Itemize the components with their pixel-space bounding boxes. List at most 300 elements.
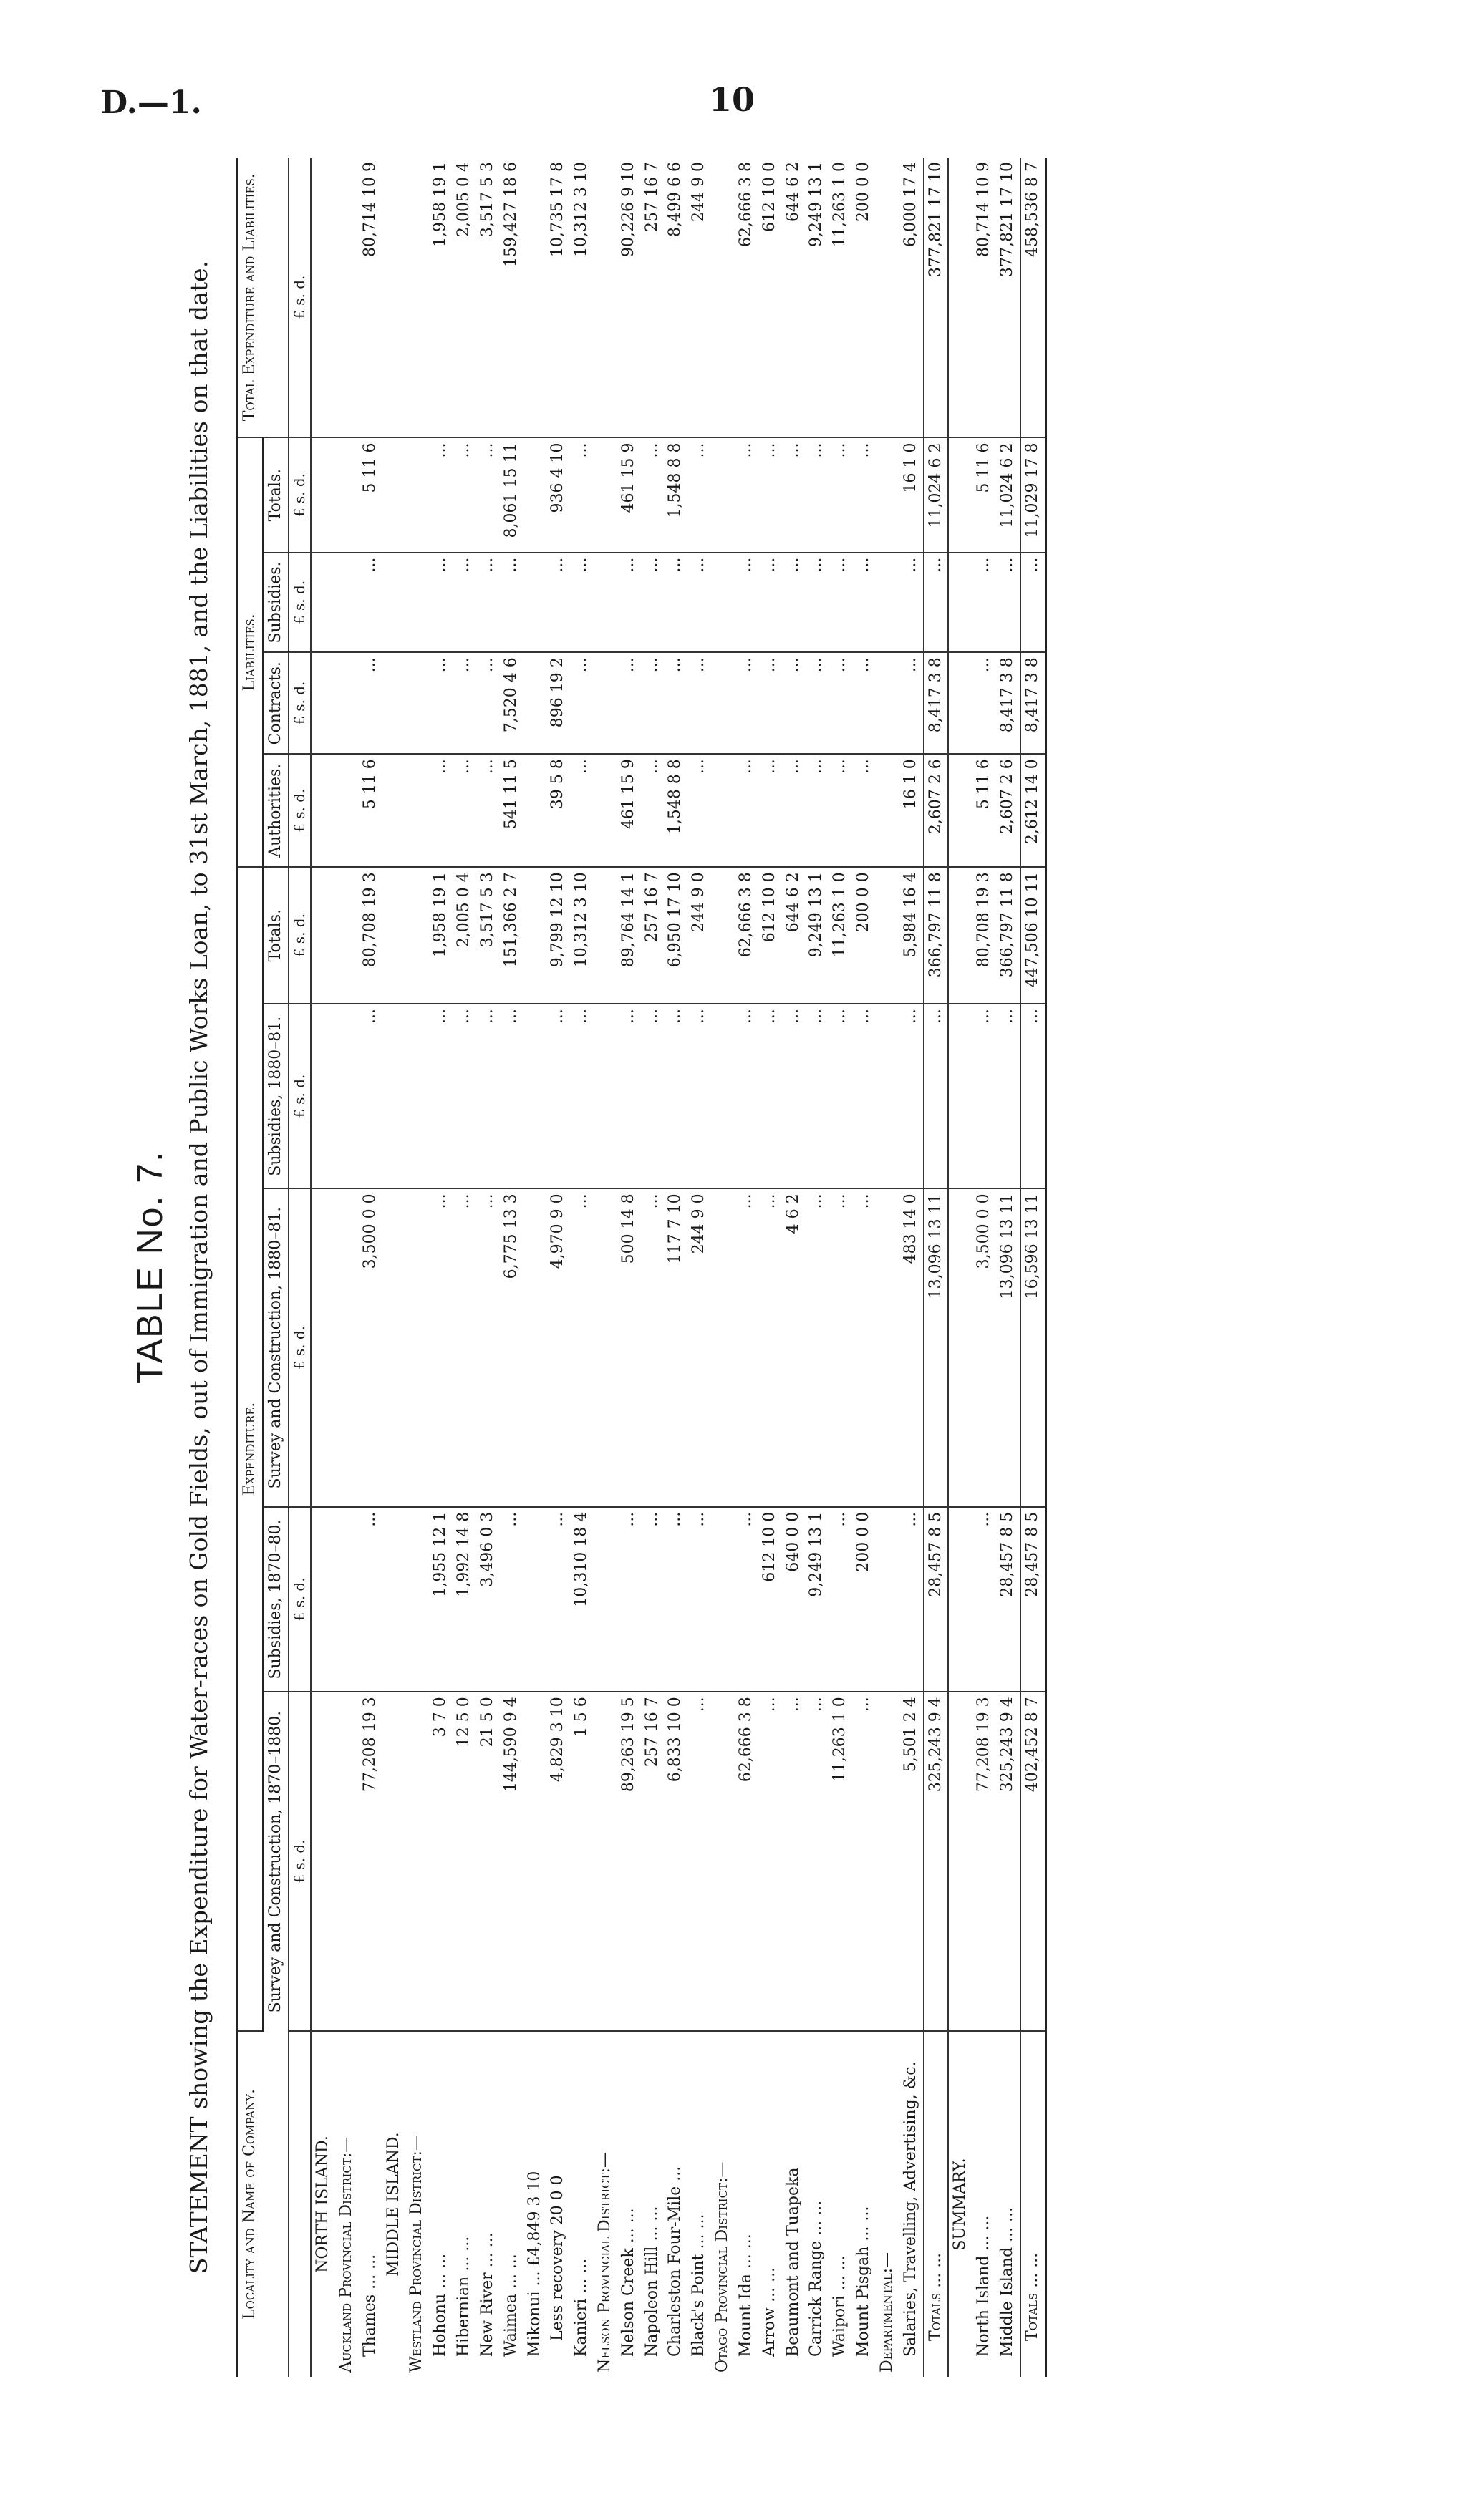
cell-c3: ... <box>453 1188 476 1506</box>
cell-c7: ... <box>429 652 453 754</box>
table-row <box>570 158 594 2377</box>
cell-c8: ... <box>617 553 641 653</box>
cell-c5: 80,708 19 3 <box>972 867 996 1004</box>
cell-c4: ... <box>500 1004 523 1188</box>
cell-c8 <box>311 553 335 653</box>
cell-c10 <box>876 158 899 437</box>
row-label <box>948 2031 972 2377</box>
table-row <box>687 158 711 2377</box>
cell-c8: ... <box>996 553 1020 653</box>
cell-c4: ... <box>972 1004 996 1188</box>
cell-c9: 1,548 8 8 <box>664 437 687 552</box>
cell-c6: ... <box>735 754 758 867</box>
row-label-text: New River ... ... <box>478 2232 496 2357</box>
units-label: £ s. d. <box>288 754 311 867</box>
cell-c8: ... <box>758 553 782 653</box>
cell-c10 <box>948 158 972 437</box>
row-label-text: Middle Island ... ... <box>998 2206 1017 2357</box>
cell-c5: 9,249 13 1 <box>805 867 829 1004</box>
cell-c7: ... <box>359 652 382 754</box>
cell-c4: ... <box>641 1004 665 1188</box>
cell-c4 <box>711 1004 735 1188</box>
cell-c8: ... <box>687 553 711 653</box>
cell-c3 <box>876 1188 899 1506</box>
cell-c2 <box>335 1507 359 1692</box>
district-row <box>335 158 359 2377</box>
cell-c3: 13,096 13 11 <box>996 1188 1020 1506</box>
cell-c7: 896 19 2 <box>546 652 570 754</box>
cell-c3 <box>405 1188 429 1506</box>
row-label <box>899 2031 924 2377</box>
section-heading-row <box>382 158 406 2377</box>
cell-c3: 244 9 0 <box>687 1188 711 1506</box>
cell-c10: 1,958 19 1 <box>429 158 453 437</box>
col-contracts: Contracts. <box>263 652 288 754</box>
cell-c6: 1,548 8 8 <box>664 754 687 867</box>
cell-c6: ... <box>570 754 594 867</box>
cell-c2: 28,457 8 5 <box>1020 1507 1046 1692</box>
cell-c5 <box>523 867 547 1004</box>
cell-c3 <box>382 1188 406 1506</box>
section-heading-row <box>948 158 972 2377</box>
cell-c4 <box>876 1004 899 1188</box>
cell-c6: ... <box>782 754 806 867</box>
cell-c1: 402,452 8 7 <box>1020 1692 1046 2031</box>
cell-c4: ... <box>758 1004 782 1188</box>
row-label-text: Napoleon Hill ... ... <box>642 2206 661 2357</box>
cell-c9 <box>711 437 735 552</box>
table-row <box>359 158 382 2377</box>
cell-c2: ... <box>617 1507 641 1692</box>
cell-c6: ... <box>687 754 711 867</box>
cell-c4: ... <box>852 1004 876 1188</box>
cell-c1: ... <box>758 1692 782 2031</box>
cell-c2: 612 10 0 <box>758 1507 782 1692</box>
cell-c3: 3,500 0 0 <box>359 1188 382 1506</box>
cell-c7 <box>948 652 972 754</box>
cell-c7: ... <box>852 652 876 754</box>
cell-c6 <box>405 754 429 867</box>
cell-c8: ... <box>735 553 758 653</box>
cell-c10: 62,666 3 8 <box>735 158 758 437</box>
row-label <box>617 2031 641 2377</box>
cell-c2: 3,496 0 3 <box>476 1507 500 1692</box>
district-row <box>405 158 429 2377</box>
cell-c1: ... <box>852 1692 876 2031</box>
cell-c4: ... <box>829 1004 852 1188</box>
cell-c6: ... <box>476 754 500 867</box>
cell-c5: 62,666 3 8 <box>735 867 758 1004</box>
row-label-text: Waimea ... ... <box>501 2254 520 2357</box>
cell-c1: 325,243 9 4 <box>924 1692 949 2031</box>
cell-c5: 366,797 11 8 <box>996 867 1020 1004</box>
cell-c5 <box>405 867 429 1004</box>
cell-c2 <box>876 1507 899 1692</box>
cell-c6: ... <box>758 754 782 867</box>
cell-c5: 3,517 5 3 <box>476 867 500 1004</box>
cell-c1 <box>711 1692 735 2031</box>
cell-c9: ... <box>852 437 876 552</box>
row-label <box>687 2031 711 2377</box>
cell-c1: ... <box>805 1692 829 2031</box>
cell-c7 <box>311 652 335 754</box>
cell-c6: 39 5 8 <box>546 754 570 867</box>
units-row <box>288 158 311 2377</box>
cell-c8 <box>335 553 359 653</box>
cell-c10: 612 10 0 <box>758 158 782 437</box>
cell-c6 <box>876 754 899 867</box>
cell-c1: 6,833 10 0 <box>664 1692 687 2031</box>
cell-c10 <box>523 158 547 437</box>
units-label: £ s. d. <box>288 867 311 1004</box>
cell-c6: 2,607 2 6 <box>996 754 1020 867</box>
cell-c7: ... <box>735 652 758 754</box>
cell-c9: ... <box>429 437 453 552</box>
cell-c10 <box>382 158 406 437</box>
cell-c2: ... <box>500 1507 523 1692</box>
cell-c7 <box>382 652 406 754</box>
table-row <box>453 158 476 2377</box>
row-label <box>546 2031 570 2377</box>
cell-c2: 9,249 13 1 <box>805 1507 829 1692</box>
cell-c5: 6,950 17 10 <box>664 867 687 1004</box>
cell-c2: 1,955 12 1 <box>429 1507 453 1692</box>
cell-c10 <box>311 158 335 437</box>
cell-c9 <box>311 437 335 552</box>
cell-c5: 644 6 2 <box>782 867 806 1004</box>
cell-c2: ... <box>359 1507 382 1692</box>
table-row <box>899 158 924 2377</box>
table-row <box>852 158 876 2377</box>
cell-c7 <box>335 652 359 754</box>
cell-c9 <box>876 437 899 552</box>
table-row <box>758 158 782 2377</box>
cell-c9 <box>405 437 429 552</box>
row-label <box>359 2031 382 2377</box>
cell-c5: 2,005 0 4 <box>453 867 476 1004</box>
cell-c4: ... <box>359 1004 382 1188</box>
row-label-text: Mount Ida ... ... <box>736 2234 755 2357</box>
cell-c1: 62,666 3 8 <box>735 1692 758 2031</box>
cell-c4: ... <box>735 1004 758 1188</box>
cell-c7: ... <box>972 652 996 754</box>
cell-c5 <box>948 867 972 1004</box>
cell-c10: 90,226 9 10 <box>617 158 641 437</box>
cell-c4 <box>948 1004 972 1188</box>
cell-c3: ... <box>429 1188 453 1506</box>
cell-c1: 77,208 19 3 <box>972 1692 996 2031</box>
cell-c7: ... <box>617 652 641 754</box>
col-survey-1880-81: Survey and Construction, 1880–81. <box>263 1188 288 1506</box>
cell-c3 <box>523 1188 547 1506</box>
cell-c1: 21 5 0 <box>476 1692 500 2031</box>
cell-c8 <box>948 553 972 653</box>
cell-c2: ... <box>735 1507 758 1692</box>
cell-c5: 257 16 7 <box>641 867 665 1004</box>
cell-c9: ... <box>735 437 758 552</box>
cell-c1: 11,263 1 0 <box>829 1692 852 2031</box>
cell-c10: 257 16 7 <box>641 158 665 437</box>
cell-c8: ... <box>924 553 949 653</box>
cell-c10: 200 0 0 <box>852 158 876 437</box>
cell-c5: 366,797 11 8 <box>924 867 949 1004</box>
cell-c2: ... <box>829 1507 852 1692</box>
cell-c1: 5,501 2 4 <box>899 1692 924 2031</box>
cell-c3: ... <box>570 1188 594 1506</box>
units-label: £ s. d. <box>288 1692 311 2031</box>
cell-c9: 5 11 6 <box>359 437 382 552</box>
cell-c10: 458,536 8 7 <box>1020 158 1046 437</box>
cell-c10 <box>405 158 429 437</box>
cell-c4 <box>405 1004 429 1188</box>
cell-c2: 640 0 0 <box>782 1507 806 1692</box>
cell-c5: 80,708 19 3 <box>359 867 382 1004</box>
cell-c2: 1,992 14 8 <box>453 1507 476 1692</box>
cell-c3: 3,500 0 0 <box>972 1188 996 1506</box>
cell-c6 <box>311 754 335 867</box>
table-row <box>500 158 523 2377</box>
cell-c1: 325,243 9 4 <box>996 1692 1020 2031</box>
units-label: £ s. d. <box>288 652 311 754</box>
table-row <box>546 158 570 2377</box>
row-label-text: Carrick Range ... ... <box>807 2200 826 2357</box>
cell-c4: ... <box>924 1004 949 1188</box>
row-label <box>1020 2031 1046 2377</box>
cell-c4: ... <box>899 1004 924 1188</box>
row-label <box>476 2031 500 2377</box>
cell-c7: ... <box>758 652 782 754</box>
table-row <box>829 158 852 2377</box>
cell-c9: ... <box>758 437 782 552</box>
cell-c6: 5 11 6 <box>359 754 382 867</box>
cell-c5: 612 10 0 <box>758 867 782 1004</box>
cell-c5: 89,764 14 1 <box>617 867 641 1004</box>
totals-row <box>1020 158 1046 2377</box>
table-row <box>429 158 453 2377</box>
cell-c4 <box>311 1004 335 1188</box>
row-label-text: Nelson Provincial District:— <box>595 2151 614 2373</box>
cell-c6: ... <box>805 754 829 867</box>
col-subsidies-1880-81: Subsidies, 1880–81. <box>263 1004 288 1188</box>
cell-c4: ... <box>617 1004 641 1188</box>
cell-c1: 1 5 6 <box>570 1692 594 2031</box>
row-label-text: Totals ... ... <box>926 2252 945 2341</box>
cell-c8: ... <box>852 553 876 653</box>
cell-c7 <box>523 652 547 754</box>
cell-c9: ... <box>641 437 665 552</box>
row-label <box>500 2031 523 2377</box>
cell-c8 <box>711 553 735 653</box>
table-body <box>311 158 1046 2377</box>
cell-c4 <box>594 1004 617 1188</box>
cell-c6: 461 15 9 <box>617 754 641 867</box>
cell-c3 <box>948 1188 972 1506</box>
cell-c2 <box>311 1507 335 1692</box>
cell-c2: 28,457 8 5 <box>996 1507 1020 1692</box>
cell-c10: 9,249 13 1 <box>805 158 829 437</box>
cell-c8: ... <box>570 553 594 653</box>
cell-c6: ... <box>852 754 876 867</box>
cell-c1 <box>523 1692 547 2031</box>
cell-c9: 8,061 15 11 <box>500 437 523 552</box>
cell-c9 <box>948 437 972 552</box>
cell-c9 <box>594 437 617 552</box>
cell-c1: 89,263 19 5 <box>617 1692 641 2031</box>
row-label <box>924 2031 949 2377</box>
cell-c5 <box>876 867 899 1004</box>
cell-c4: ... <box>429 1004 453 1188</box>
cell-c7: ... <box>899 652 924 754</box>
units-label: £ s. d. <box>288 158 311 437</box>
cell-c2: ... <box>899 1507 924 1692</box>
cell-c3: 483 14 0 <box>899 1188 924 1506</box>
cell-c6: 541 11 5 <box>500 754 523 867</box>
cell-c5: 5,984 16 4 <box>899 867 924 1004</box>
cell-c3: ... <box>829 1188 852 1506</box>
cell-c3: ... <box>641 1188 665 1506</box>
cell-c7: ... <box>805 652 829 754</box>
cell-c2: ... <box>664 1507 687 1692</box>
cell-c10: 80,714 10 9 <box>972 158 996 437</box>
cell-c9: 11,024 6 2 <box>996 437 1020 552</box>
cell-c8 <box>382 553 406 653</box>
cell-c6 <box>335 754 359 867</box>
table-row <box>641 158 665 2377</box>
col-total-exp-liab: Total Expenditure and Liabilities. <box>238 158 289 437</box>
cell-c4: ... <box>476 1004 500 1188</box>
units-label: £ s. d. <box>288 1004 311 1188</box>
cell-c2 <box>405 1507 429 1692</box>
row-label <box>382 2031 406 2377</box>
row-label <box>594 2031 617 2377</box>
row-label <box>758 2031 782 2377</box>
cell-c6 <box>594 754 617 867</box>
cell-c9: 11,024 6 2 <box>924 437 949 552</box>
cell-c2: 28,457 8 5 <box>924 1507 949 1692</box>
cell-c10 <box>711 158 735 437</box>
row-label <box>805 2031 829 2377</box>
cell-c10: 159,427 18 6 <box>500 158 523 437</box>
row-label-text: Arrow ... ... <box>760 2267 778 2357</box>
cell-c5: 200 0 0 <box>852 867 876 1004</box>
cell-c1 <box>382 1692 406 2031</box>
row-label-text: Otago Provincial District:— <box>713 2161 732 2373</box>
row-label-text: Departmental:— <box>877 2252 896 2373</box>
cell-c5 <box>711 867 735 1004</box>
cell-c8: ... <box>359 553 382 653</box>
cell-c8: ... <box>641 553 665 653</box>
row-label-text: Kanieri ... ... <box>572 2258 591 2357</box>
cell-c8: ... <box>782 553 806 653</box>
cell-c8 <box>405 553 429 653</box>
cell-c2: ... <box>546 1507 570 1692</box>
cell-c6 <box>948 754 972 867</box>
row-label <box>996 2031 1020 2377</box>
cell-c3: 16,596 13 11 <box>1020 1188 1046 1506</box>
cell-c6: 5 11 6 <box>972 754 996 867</box>
section-heading-row <box>311 158 335 2377</box>
cell-c8 <box>876 553 899 653</box>
row-label-text: Hohonu ... ... <box>431 2253 450 2357</box>
row-label <box>429 2031 453 2377</box>
table-row <box>523 158 547 2377</box>
col-locality: Locality and Name of Company. <box>238 2031 289 2377</box>
cell-c5 <box>594 867 617 1004</box>
cell-c4: ... <box>782 1004 806 1188</box>
cell-c7: 8,417 3 8 <box>1020 652 1046 754</box>
cell-c10: 10,312 3 10 <box>570 158 594 437</box>
table-row <box>617 158 641 2377</box>
row-label <box>335 2031 359 2377</box>
totals-row <box>924 158 949 2377</box>
document-reference: D.—1. <box>100 84 202 121</box>
cell-c4 <box>523 1004 547 1188</box>
row-label-text: SUMMARY. <box>951 2158 970 2251</box>
cell-c9: ... <box>476 437 500 552</box>
cell-c10: 377,821 17 10 <box>996 158 1020 437</box>
cell-c8: ... <box>476 553 500 653</box>
cell-c7: ... <box>453 652 476 754</box>
row-label-text: North Island ... ... <box>975 2215 993 2357</box>
cell-c10: 2,005 0 4 <box>453 158 476 437</box>
cell-c1: ... <box>782 1692 806 2031</box>
row-label <box>972 2031 996 2377</box>
cell-c7: ... <box>476 652 500 754</box>
cell-c6 <box>382 754 406 867</box>
cell-c10: 377,821 17 10 <box>924 158 949 437</box>
cell-c7 <box>405 652 429 754</box>
cell-c6: ... <box>829 754 852 867</box>
cell-c4: ... <box>1020 1004 1046 1188</box>
table-row <box>476 158 500 2377</box>
table-row <box>782 158 806 2377</box>
cell-c7: ... <box>829 652 852 754</box>
table-row <box>805 158 829 2377</box>
cell-c1: 257 16 7 <box>641 1692 665 2031</box>
cell-c5: 9,799 12 10 <box>546 867 570 1004</box>
cell-c7: ... <box>687 652 711 754</box>
cell-c6 <box>711 754 735 867</box>
cell-c1: 77,208 19 3 <box>359 1692 382 2031</box>
cell-c10: 244 9 0 <box>687 158 711 437</box>
row-label-text: Charleston Four-Mile ... <box>666 2166 685 2357</box>
cell-c6 <box>523 754 547 867</box>
district-row <box>711 158 735 2377</box>
cell-c8: ... <box>899 553 924 653</box>
row-label <box>782 2031 806 2377</box>
cell-c1: ... <box>687 1692 711 2031</box>
table-row <box>664 158 687 2377</box>
cell-c8: ... <box>500 553 523 653</box>
cell-c1: 4,829 3 10 <box>546 1692 570 2031</box>
cell-c4: ... <box>664 1004 687 1188</box>
district-row <box>876 158 899 2377</box>
cell-c2 <box>711 1507 735 1692</box>
cell-c5 <box>311 867 335 1004</box>
cell-c3: 117 7 10 <box>664 1188 687 1506</box>
row-label-text: Beaumont and Tuapeka <box>783 2167 802 2357</box>
units-label: £ s. d. <box>288 437 311 552</box>
cell-c3 <box>311 1188 335 1506</box>
cell-c3 <box>594 1188 617 1506</box>
col-group-liabilities: Liabilities. <box>238 437 264 867</box>
col-subsidies-1870-80: Subsidies, 1870–80. <box>263 1507 288 1692</box>
cell-c1 <box>405 1692 429 2031</box>
row-label <box>311 2031 335 2377</box>
row-label <box>641 2031 665 2377</box>
cell-c10: 80,714 10 9 <box>359 158 382 437</box>
cell-c6: 2,612 14 0 <box>1020 754 1046 867</box>
